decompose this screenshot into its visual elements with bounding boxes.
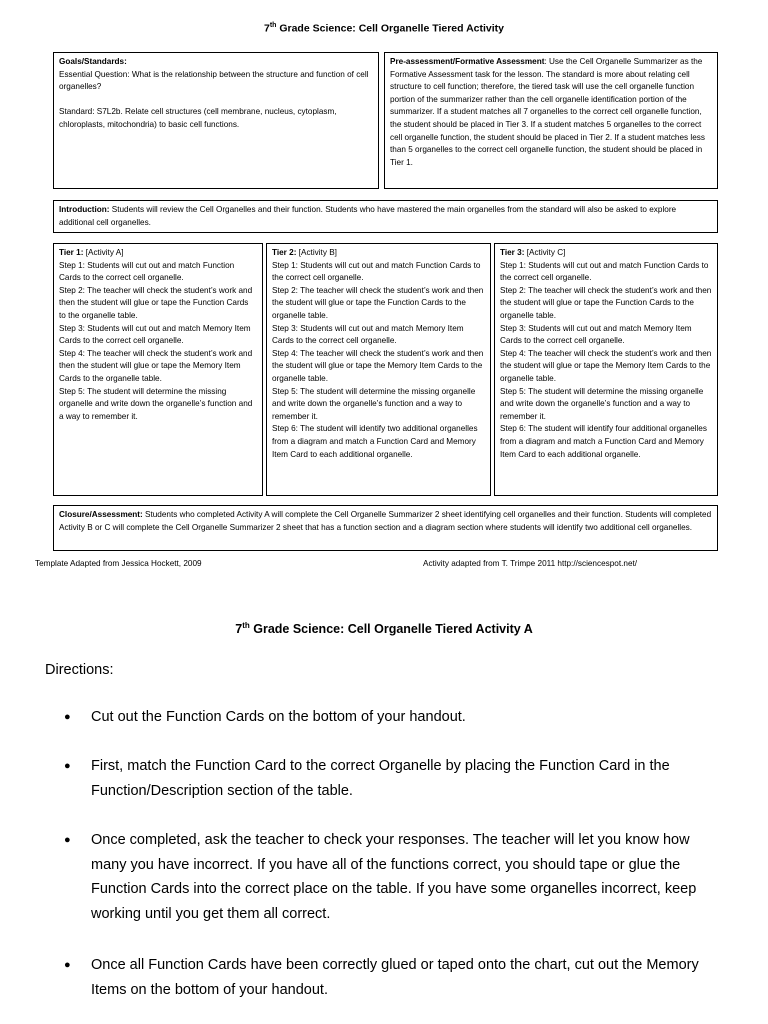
tier-1-step: Step 2: The teacher will check the student’s work and then the student will glue or tape the Function Cards to the organelle table.	[59, 285, 253, 320]
preassessment-box	[384, 52, 718, 189]
tier-3-step: Step 3: Students will cut out and match Memory Item Cards to the correct cell organelle.	[500, 323, 692, 346]
preassessment-heading: Pre-assessment/Formative Assessment	[390, 57, 545, 66]
tier-2-activity: [Activity B]	[296, 248, 337, 257]
direction-text: Once all Function Cards have been correctly glued or taped onto the chart, cut out the Memory Items on the bottom of your handout.	[91, 957, 699, 998]
bullet-icon: ●	[64, 834, 71, 846]
tier-1-step: Step 1: Students will cut out and match Function Cards to the correct cell organelle.	[59, 260, 235, 283]
tier-3-activity: [Activity C]	[524, 248, 566, 257]
tier-3-step: Step 5: The student will determine the missing organelle and write down the organelle’s function and a way to remember it.	[500, 386, 704, 421]
direction-text: Once completed, ask the teacher to check your responses. The teacher will let you know how many you have incorrect. If you have all of the functions correct, you should tape or glue the Function Cards into the correct place on the table. If you have some organelles incorrect, keep working until you get them all correct.	[91, 832, 697, 922]
list-item	[66, 953, 726, 1002]
tier-1-step: Step 4: The teacher will check the student’s work and then the student will glue or tape the Memory Item Cards to the organelle table.	[59, 348, 253, 383]
directions-label: Directions:	[45, 662, 114, 678]
tier-3-box	[494, 243, 718, 496]
bullet-icon: ●	[64, 711, 71, 723]
tier-3-heading: Tier 3:	[500, 248, 525, 257]
introduction-box	[53, 200, 718, 233]
tier-2-step: Step 1: Students will cut out and match Function Cards to the correct cell organelle.	[272, 260, 481, 283]
tier-1-box	[53, 243, 263, 496]
footer-template-credit: Template Adapted from Jessica Hockett, 2009	[35, 559, 202, 568]
tier-2-box	[266, 243, 491, 496]
title-text: Grade Science: Cell Organelle Tiered Activity	[276, 22, 505, 35]
tier-3-step: Step 2: The teacher will check the student’s work and then the student will glue or tape the Function Cards to the organelle table.	[500, 285, 712, 320]
page-title	[0, 22, 768, 35]
tier-2-step: Step 6: The student will identify two additional organelles from a diagram and match a Function Card and Memory Item Card to each additional organelle.	[272, 424, 478, 459]
direction-text: Cut out the Function Cards on the bottom of your handout.	[91, 709, 466, 725]
list-item	[66, 705, 726, 730]
tier-2-step: Step 3: Students will cut out and match Memory Item Cards to the correct cell organelle.	[272, 323, 464, 346]
title-superscript: th	[242, 621, 250, 630]
introduction-heading: Introduction:	[59, 205, 110, 214]
goals-heading: Goals/Standards:	[59, 57, 127, 66]
list-item	[66, 828, 726, 926]
tier-3-step: Step 4: The teacher will check the student’s work and then the student will glue or tape the Memory Item Cards to the organelle table.	[500, 348, 712, 383]
tier-3-step: Step 1: Students will cut out and match Function Cards to the correct cell organelle.	[500, 260, 709, 283]
closure-heading: Closure/Assessment:	[59, 510, 143, 519]
standard-text: Standard: S7L2b. Relate cell structures (cell membrane, nucleus, cytoplasm, chloroplasts, mitochondria) to basic cell functions.	[59, 107, 337, 129]
tier-3-step: Step 6: The student will identify four additional organelles from a diagram and match a Function Card and Memory Item Card to each additional organelle.	[500, 424, 707, 459]
tier-2-step: Step 2: The teacher will check the student’s work and then the student will glue or tape the Function Cards to the organelle table.	[272, 285, 484, 320]
direction-text: First, match the Function Card to the correct Organelle by placing the Function Card in the Function/Description section of the table.	[91, 758, 670, 799]
bullet-icon: ●	[64, 959, 71, 971]
tier-2-step: Step 5: The student will determine the missing organelle and write down the organelle’s function and a way to remember it.	[272, 386, 476, 421]
title-number: 7	[235, 622, 243, 637]
closure-box	[53, 505, 718, 551]
activity-a-title	[0, 621, 768, 636]
introduction-text: Students will review the Cell Organelles and their function. Students who have mastered the main organelles from the standard will also be asked to explore additional cell organelles.	[59, 205, 677, 227]
preassessment-text: : Use the Cell Organelle Summarizer as the Formative Assessment task for the lesson. The standard is more about relating cell structure to cell function; therefore, the tiered task will use the cell organelle function portion of the summarizer rather than the cell organelle identification portion of the summarizer. If a student matches all 7 organelles to the correct cell organelle function, the student should be placed in Tier 3. If a student matches 5 organelles to the correct cell organelle function, the student should be placed in Tier 2. If a student matches less than 5 organelles to the correct cell organelle function, the student should be placed in Tier 1.	[390, 57, 705, 167]
tier-1-heading: Tier 1:	[59, 248, 84, 257]
title-number: 7	[263, 22, 270, 35]
tier-2-heading: Tier 2:	[272, 248, 297, 257]
tier-1-step: Step 5: The student will determine the missing organelle and write down the organelle’s function and a way to remember it.	[59, 386, 253, 421]
title-superscript: th	[269, 22, 277, 29]
tier-1-step: Step 3: Students will cut out and match Memory Item Cards to the correct cell organelle.	[59, 323, 251, 346]
title-text: Grade Science: Cell Organelle Tiered Activity A	[249, 622, 533, 637]
closure-text: Students who completed Activity A will complete the Cell Organelle Summarizer 2 sheet identifying cell organelles and their function. Students will completed Activity B or C will complete the Cell Organelle Summarizer 2 sheet that has a function section and a diagram section where students will identify two additional cell organelles.	[59, 510, 712, 532]
tier-2-step: Step 4: The teacher will check the student’s work and then the student will glue or tape the Memory Item Cards to the organelle table.	[272, 348, 484, 383]
goals-box	[53, 52, 379, 189]
tier-1-activity: [Activity A]	[83, 248, 124, 257]
essential-question: Essential Question: What is the relationship between the structure and function of cell organelles?	[59, 69, 369, 92]
footer-activity-credit: Activity adapted from T. Trimpe 2011 http://sciencespot.net/	[423, 559, 638, 568]
list-item	[66, 754, 726, 803]
bullet-icon: ●	[64, 760, 71, 772]
